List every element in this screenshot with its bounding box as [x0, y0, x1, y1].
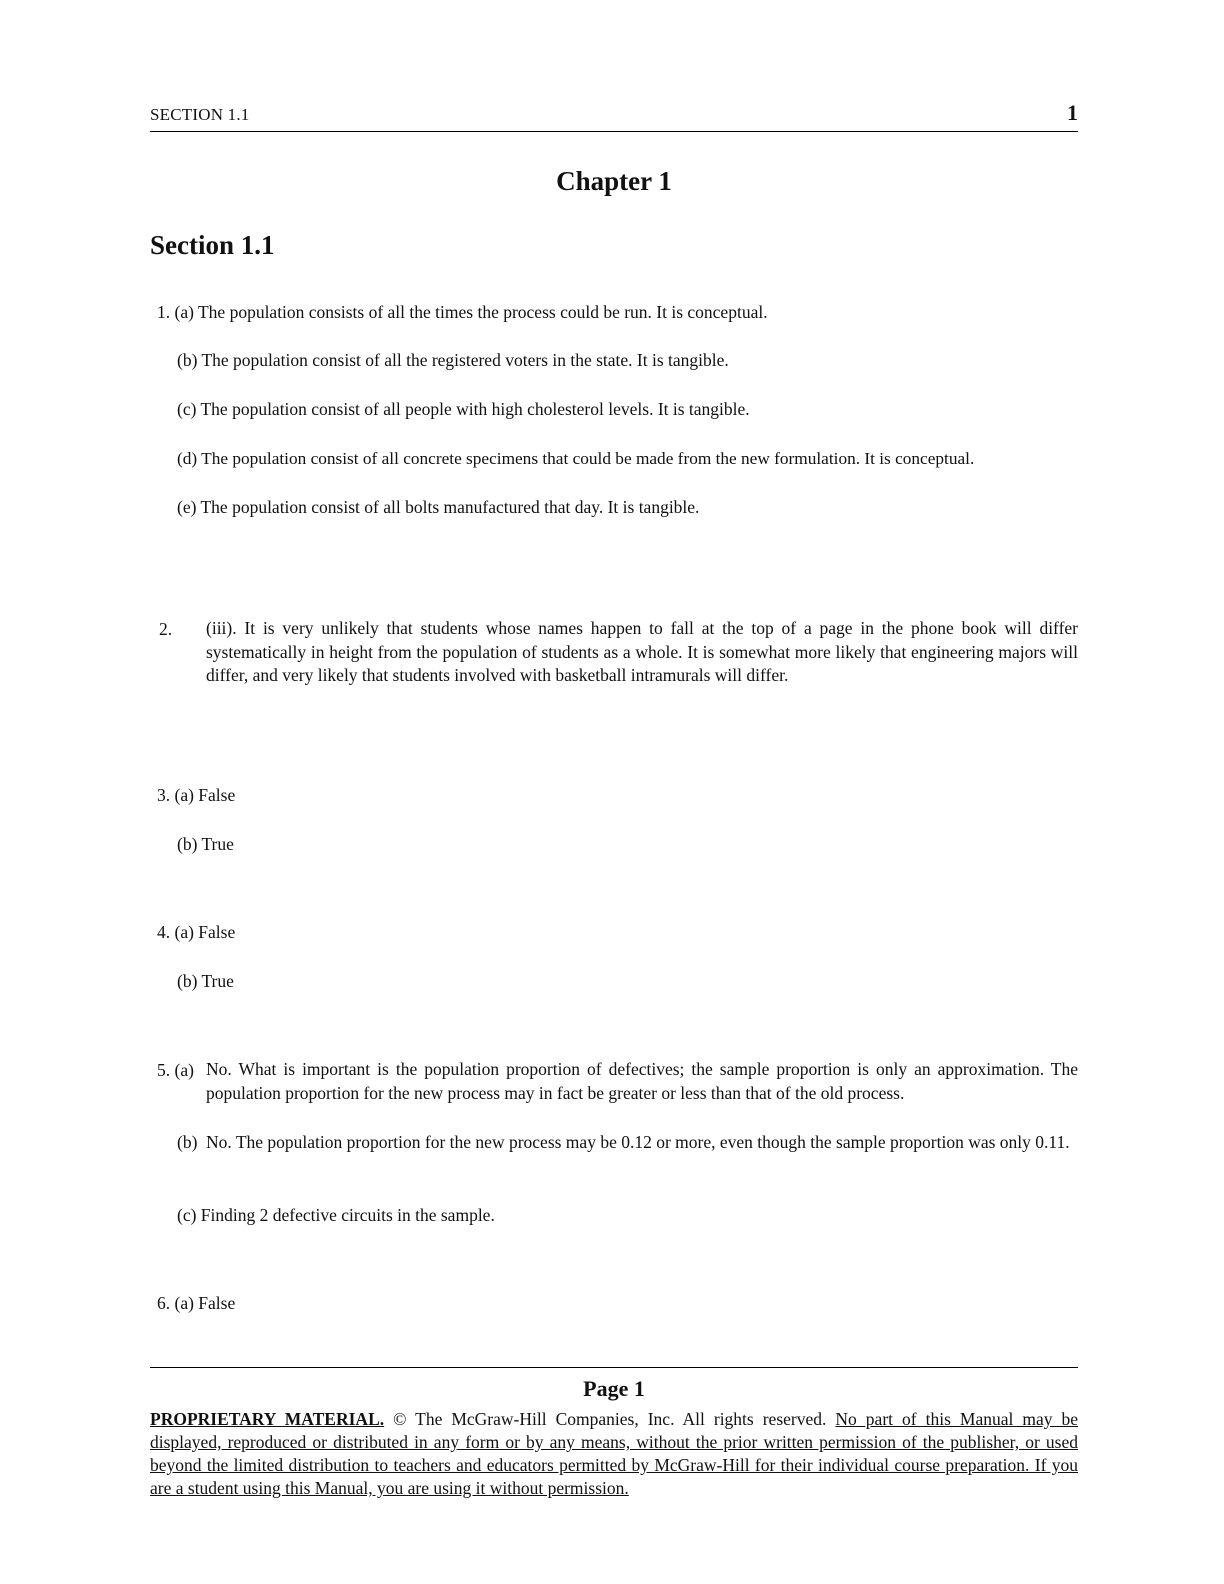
q4-part-b: (b) True	[177, 971, 234, 991]
header-section-label: SECTION 1.1	[150, 105, 250, 124]
q5-part-c: (c) Finding 2 defective circuits in the sample.	[177, 1205, 495, 1225]
proprietary-label: PROPRIETARY MATERIAL.	[150, 1409, 385, 1429]
restriction-text: No part of this Manual may be displayed, reproduced or distributed in any form or by any means, without the prior written permission of the publisher, or used beyond the limited distribution to teachers and educators permitted by McGraw-Hill for their individual course preparation. If you are a student using this Manual, you are using it without permission.	[150, 1409, 1079, 1498]
q1-part-a: 1. (a) The population consists of all the times the process could be run. It is conceptual.	[157, 302, 768, 322]
q3-part-a: 3. (a) False	[157, 785, 236, 805]
section-title: Section 1.1	[150, 230, 275, 260]
header-page-number: 1	[1067, 100, 1078, 125]
q5-part-a-text: No. What is important is the population proportion of defectives; the sample proportion is only an approximation. The population proportion for the new process may in fact be greater or less than that of the old process.	[206, 1059, 1078, 1103]
q2-answer: (iii). It is very unlikely that students whose names happen to fall at the top of a page in the phone book will differ systematically in height from the population of students as a whole. It is somewhat more likely that engineering majors will differ, and very likely that students involved with basketball intramurals will differ.	[206, 618, 1078, 685]
q5-part-b-label: (b)	[177, 1132, 198, 1152]
q4-part-a: 4. (a) False	[157, 922, 236, 942]
q5-part-b-text: No. The population proportion for the new process may be 0.12 or more, even though the sample proportion was only 0.11.	[206, 1132, 1070, 1152]
q3-part-b: (b) True	[177, 834, 234, 854]
q6-part-a: 6. (a) False	[157, 1293, 236, 1313]
q1-part-d: (d) The population consist of all concrete specimens that could be made from the new formulation. It is conceptual.	[177, 449, 975, 468]
running-header	[150, 100, 1078, 132]
document-page	[150, 0, 1078, 1584]
footer-page-label: Page 1	[583, 1376, 645, 1401]
q1-part-b: (b) The population consist of all the registered voters in the state. It is tangible.	[177, 350, 729, 370]
copyright-text: © The McGraw-Hill Companies, Inc. All rights reserved.	[393, 1409, 827, 1429]
q1-part-e: (e) The population consist of all bolts manufactured that day. It is tangible.	[177, 497, 700, 517]
q2-number: 2.	[159, 619, 173, 639]
proprietary-notice	[150, 1408, 1078, 1500]
footer-rule	[150, 1367, 1078, 1368]
q5-part-a-label: 5. (a)	[157, 1060, 194, 1080]
chapter-title: Chapter 1	[556, 166, 672, 196]
q1-part-c: (c) The population consist of all people with high cholesterol levels. It is tangible.	[177, 399, 750, 419]
